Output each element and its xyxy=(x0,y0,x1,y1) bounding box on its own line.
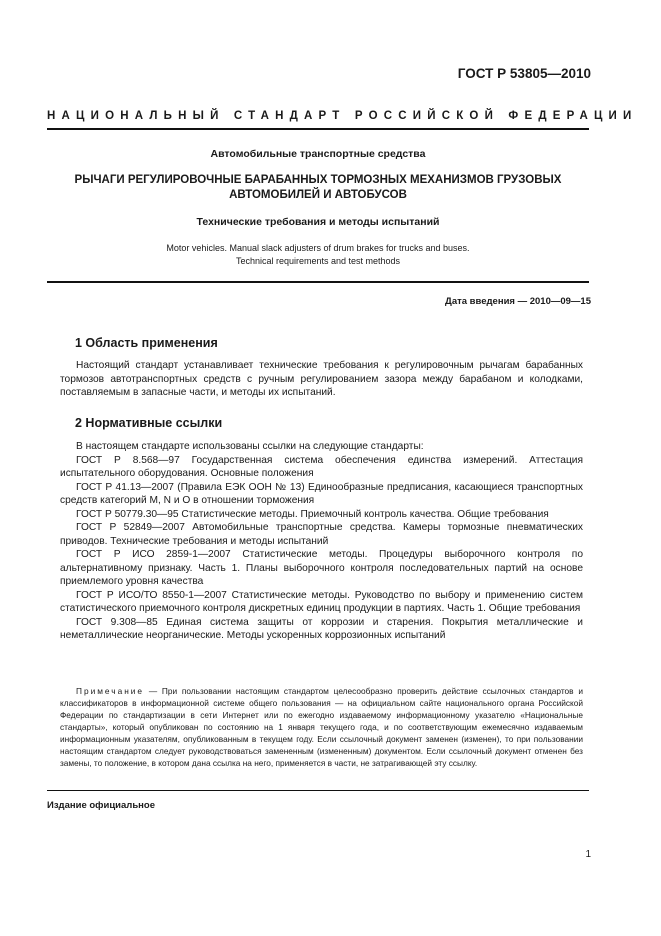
tech-requirements-title: Технические требования и методы испытаний xyxy=(196,216,440,228)
english-title-line-2: Technical requirements and test methods xyxy=(235,255,401,266)
section-1-paragraph: Настоящий стандарт устанавливает технические требования к регулировочным рычагам барабанных тормозов автотранспортных средств с ручным регулированием зазора между барабаном и колодками, поставляемым в запасные части, и методы их испытаний. xyxy=(60,360,583,398)
document-subtitle: Автомобильные транспортные средства xyxy=(210,148,426,160)
title-line-1: РЫЧАГИ РЕГУЛИРОВОЧНЫЕ БАРАБАННЫХ ТОРМОЗНЫХ МЕХАНИЗМОВ ГРУЗОВЫХ xyxy=(74,174,562,186)
reference-item: ГОСТ Р 8.568—97 Государственная система обеспечения единства измерений. Аттестация испытательного оборудования. Основные положения xyxy=(60,454,583,479)
gost-number: ГОСТ Р 53805—2010 xyxy=(457,66,591,81)
section-2-body xyxy=(60,440,583,643)
note-text: — При пользовании настоящим стандартом целесообразно проверить действие ссылочных стандартов и классификаторов в информационной системе общего пользования — на официальном сайте национального органа Российской Федерации по стандартизации в сети Интернет или по ежегодно издаваемому информационному указателю «Национальные стандарты», который опубликован по состоянию на 1 января текущего года, и по соответствующим ежемесячно издаваемым информационным указателям, опубликованным в текущем году. Если ссылочный документ заменен (изменен), то при пользовании настоящим стандартом следует руководствоваться замененным (измененным) документом. Если ссылочный документ отменен без замены, то положение, в котором дана ссылка на него, применяется в части, не затрагивающей эту ссылку. xyxy=(60,686,583,768)
section-1-heading: 1 Область применения xyxy=(75,336,218,350)
introduction-date: Дата введения — 2010—09—15 xyxy=(445,296,591,307)
reference-item: ГОСТ Р 50779.30—95 Статистические методы. Приемочный контроль качества. Общие требования xyxy=(76,508,549,520)
section-2-intro: В настоящем стандарте использованы ссылки на следующие стандарты: xyxy=(76,441,424,452)
reference-item: ГОСТ 9.308—85 Единая система защиты от коррозии и старения. Покрытия металлические и неметаллические неорганические. Методы ускоренных коррозионных испытаний xyxy=(60,616,583,641)
note-paragraph xyxy=(60,685,583,769)
official-edition-label: Издание официальное xyxy=(47,800,155,811)
footer-rule xyxy=(47,790,589,791)
english-title-line-1: Motor vehicles. Manual slack adjusters of drum brakes for trucks and buses. xyxy=(166,243,470,253)
note-block xyxy=(60,685,583,769)
reference-item: ГОСТ Р 52849—2007 Автомобильные транспортные средства. Камеры тормозные пневматических приводов. Технические требования и методы испытаний xyxy=(60,522,583,547)
national-standard-banner: НАЦИОНАЛЬНЫЙ СТАНДАРТ РОССИЙСКОЙ ФЕДЕРАЦИИ xyxy=(47,110,638,122)
section-2-heading: 2 Нормативные ссылки xyxy=(75,416,223,430)
reference-item: ГОСТ Р ИСО 2859-1—2007 Статистические методы. Процедуры выборочного контроля по альтернативному признаку. Часть 1. Планы выборочного контроля последовательных партий на основе приемлемого уровня качества xyxy=(60,549,583,587)
reference-item: ГОСТ Р ИСО/ТО 8550-1—2007 Статистические методы. Руководство по выбору и применению систем статистического приемочного контроля дискретных единиц продукции в партиях. Часть 1. Общие требования xyxy=(60,589,583,614)
title-rule xyxy=(47,281,589,283)
section-1-body xyxy=(60,359,583,400)
english-title xyxy=(47,242,589,267)
title-line-2: АВТОМОБИЛЕЙ И АВТОБУСОВ xyxy=(229,189,407,201)
top-rule xyxy=(47,128,589,130)
note-label: Примечание xyxy=(76,686,145,696)
reference-item: ГОСТ Р 41.13—2007 (Правила ЕЭК ООН № 13) Единообразные предписания, касающиеся транспортных средств категорий M, N и O в отношении торможения xyxy=(60,481,583,506)
page-number: 1 xyxy=(585,849,591,860)
document-title xyxy=(47,173,589,203)
